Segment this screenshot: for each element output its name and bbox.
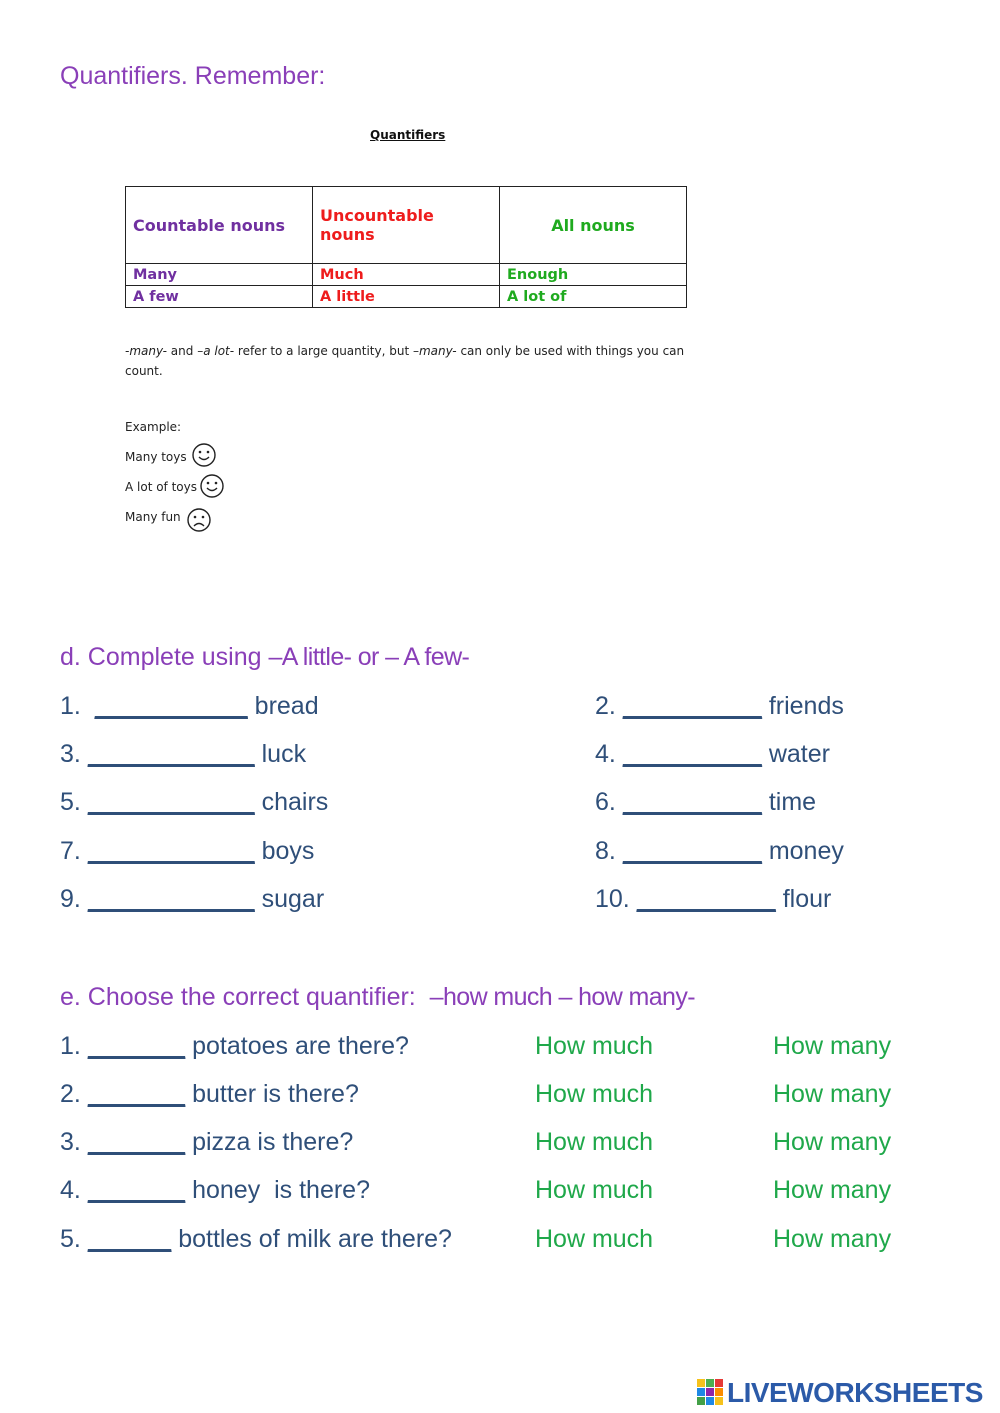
option-how-many[interactable]: How many — [773, 1176, 892, 1204]
answer-blank[interactable]: _______ — [87, 1080, 186, 1108]
liveworksheets-logo-icon — [697, 1377, 725, 1409]
header-countable: Countable nouns — [126, 187, 313, 264]
option-how-much[interactable]: How much — [535, 1128, 654, 1156]
option-how-many[interactable]: How many — [773, 1128, 892, 1156]
table-header-row — [126, 187, 687, 264]
smiley-face-icon — [199, 473, 225, 499]
question-item: 1. _______ potatoes are there? — [60, 1032, 409, 1060]
option-how-many[interactable]: How many — [773, 1225, 892, 1253]
question-item: 5. ______ bottles of milk are there? — [60, 1225, 452, 1253]
answer-blank[interactable]: __________ — [636, 885, 776, 913]
quantifiers-table — [125, 186, 687, 308]
liveworksheets-brand: LIVEWORKSHEETS — [727, 1377, 983, 1408]
fill-in-item: 10. __________ flour — [595, 885, 832, 913]
option-how-much[interactable]: How much — [535, 1225, 654, 1253]
question-item: 4. _______ honey is there? — [60, 1176, 370, 1204]
option-how-many[interactable]: How many — [773, 1032, 892, 1060]
answer-blank[interactable]: __________ — [622, 837, 762, 865]
fill-in-item: 4. __________ water — [595, 740, 830, 768]
answer-blank[interactable]: _______ — [87, 1176, 186, 1204]
sad-face-icon — [186, 507, 212, 533]
answer-blank[interactable]: ______ — [87, 1225, 172, 1253]
table-cell: A little — [313, 286, 500, 308]
fill-in-item: 5. ____________ chairs — [60, 788, 329, 816]
answer-blank[interactable]: __________ — [622, 740, 762, 768]
table-row — [126, 286, 687, 308]
usage-note: -many- and –a lot- refer to a large quantity, but –many- can only be used with things you can count. — [125, 344, 685, 378]
table-cell: Much — [313, 264, 500, 286]
fill-in-item: 1. ___________ bread — [60, 692, 319, 720]
answer-blank[interactable]: ____________ — [87, 885, 255, 913]
reference-title: Quantifiers — [370, 128, 446, 142]
section-d-title: d. Complete using –A little- or – A few- — [60, 643, 470, 671]
answer-blank[interactable]: __________ — [622, 788, 762, 816]
answer-blank[interactable]: ___________ — [94, 692, 248, 720]
question-item: 2. _______ butter is there? — [60, 1080, 359, 1108]
fill-in-item: 8. __________ money — [595, 837, 844, 865]
quantifiers-reference-image — [120, 120, 700, 540]
smiley-face-icon — [191, 442, 217, 468]
question-item: 3. _______ pizza is there? — [60, 1128, 354, 1156]
answer-blank[interactable]: ____________ — [87, 740, 255, 768]
answer-blank[interactable]: ____________ — [87, 788, 255, 816]
answer-blank[interactable]: __________ — [622, 692, 762, 720]
table-cell: Many — [126, 264, 313, 286]
option-how-many[interactable]: How many — [773, 1080, 892, 1108]
page-heading: Quantifiers. Remember: — [60, 62, 326, 90]
example-item: Many fun — [125, 510, 181, 524]
table-cell: A lot of — [500, 286, 687, 308]
fill-in-item: 2. __________ friends — [595, 692, 844, 720]
header-all: All nouns — [500, 187, 687, 264]
example-label: Example: — [125, 420, 182, 434]
fill-in-item: 3. ____________ luck — [60, 740, 307, 768]
table-cell: A few — [126, 286, 313, 308]
option-how-much[interactable]: How much — [535, 1080, 654, 1108]
option-how-much[interactable]: How much — [535, 1176, 654, 1204]
fill-in-item: 6. __________ time — [595, 788, 817, 816]
answer-blank[interactable]: ____________ — [87, 837, 255, 865]
header-uncountable: Uncountable nouns — [313, 187, 500, 264]
section-e-title: e. Choose the correct quantifier: –how much – how many- — [60, 983, 695, 1011]
table-cell: Enough — [500, 264, 687, 286]
example-item: A lot of toys — [125, 480, 197, 494]
table-row — [126, 264, 687, 286]
option-how-much[interactable]: How much — [535, 1032, 654, 1060]
example-item: Many toys — [125, 450, 187, 464]
answer-blank[interactable]: _______ — [87, 1032, 186, 1060]
fill-in-item: 7. ____________ boys — [60, 837, 315, 865]
fill-in-item: 9. ____________ sugar — [60, 885, 325, 913]
answer-blank[interactable]: _______ — [87, 1128, 186, 1156]
